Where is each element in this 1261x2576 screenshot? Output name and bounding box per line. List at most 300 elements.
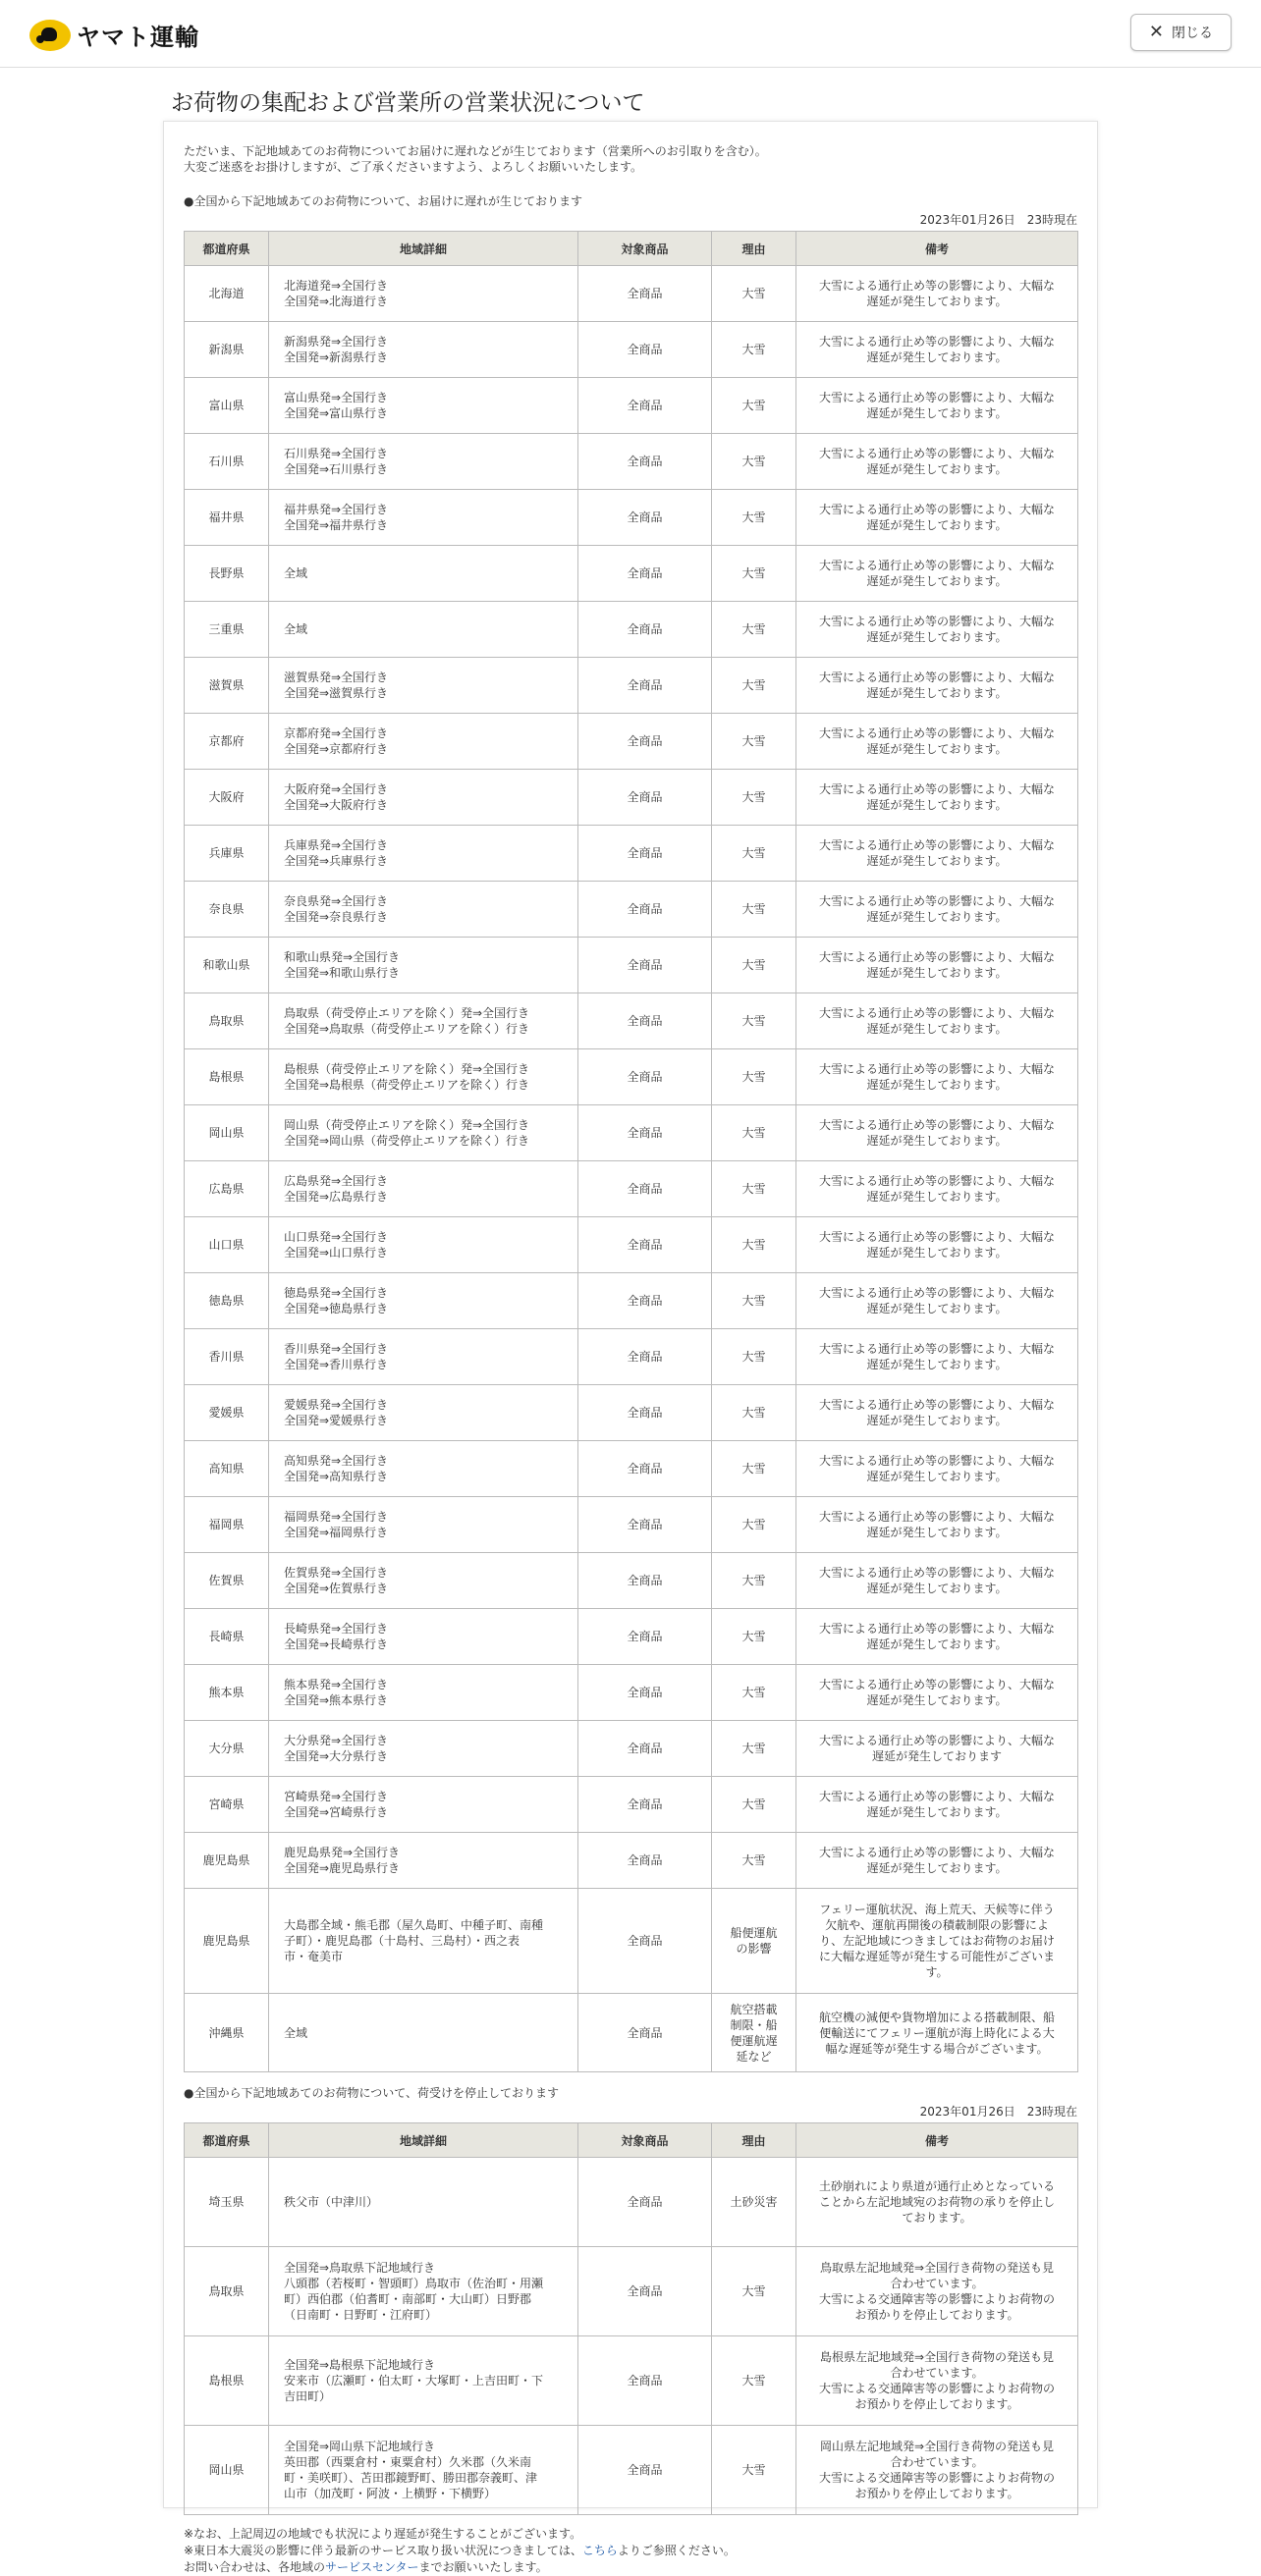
note-line: 大雪による通行止め等の影響により、大幅な xyxy=(818,950,1055,964)
note-line: 遅延が発生しております。 xyxy=(866,1358,1008,1371)
product-cell: 全商品 xyxy=(578,1553,712,1609)
note-line: 遅延が発生しております xyxy=(871,1749,1002,1763)
note-line: 大雪による通行止め等の影響により、大幅な xyxy=(818,782,1055,796)
region-detail-cell xyxy=(269,2247,578,2336)
product-cell: 全商品 xyxy=(578,1497,712,1553)
note-cell xyxy=(796,1441,1078,1497)
reason-line: 延など xyxy=(736,2049,772,2064)
note-cell xyxy=(796,1161,1078,1217)
detail-line: 全国発⇒福井県行き xyxy=(284,518,389,532)
intro-line: 大変ご迷惑をお掛けしますが、ご了承くださいますよう、よろしくお願いいたします。 xyxy=(184,160,643,174)
detail-line: 全国発⇒島根県下記地域行き xyxy=(284,2358,436,2372)
detail-line: 全国発⇒広島県行き xyxy=(284,1190,389,1204)
prefecture-cell: 香川県 xyxy=(185,1329,269,1385)
footer-text: ※東日本大震災の影響に伴う最新のサービス取り扱い状況につきましては、 xyxy=(184,2544,582,2557)
prefecture-cell: 奈良県 xyxy=(185,882,269,938)
note-line: 遅延が発生しております。 xyxy=(866,910,1008,924)
product-cell: 全商品 xyxy=(578,490,712,546)
detail-line: 子町）・鹿児島郡（十島村、三島村）・西之表 xyxy=(284,1934,521,1948)
note-line: 大雪による通行止め等の影響により、大幅な xyxy=(818,1790,1055,1803)
table-row xyxy=(185,1273,1078,1329)
note-line: 大雪による通行止め等の影響により、大幅な xyxy=(818,615,1055,628)
note-line: 遅延が発生しております。 xyxy=(866,1693,1008,1707)
reason-cell: 大雪 xyxy=(712,1049,796,1105)
reason-line: 便運航遅 xyxy=(730,2033,778,2048)
region-detail-cell xyxy=(269,770,578,826)
detail-line: 全国発⇒鳥取県（荷受停止エリアを除く）行き xyxy=(284,1022,530,1036)
detail-line: 全国発⇒宮崎県行き xyxy=(284,1805,389,1819)
note-cell xyxy=(796,1217,1078,1273)
region-detail-cell xyxy=(269,266,578,322)
detail-line: 山市（加茂町・阿波・上横野・下横野） xyxy=(284,2487,497,2500)
product-cell: 全商品 xyxy=(578,2336,712,2426)
note-line: 遅延が発生しております。 xyxy=(866,574,1008,588)
table-row xyxy=(185,714,1078,770)
detail-line: 全国発⇒京都府行き xyxy=(284,742,389,756)
black-cat-icon xyxy=(29,20,71,51)
note-line: 大雪による通行止め等の影響により、大幅な xyxy=(818,1734,1055,1747)
note-line: 大雪による通行止め等の影響により、大幅な xyxy=(818,1678,1055,1691)
prefecture-cell: 北海道 xyxy=(185,266,269,322)
detail-line: 兵庫県発⇒全国行き xyxy=(284,838,389,852)
note-cell xyxy=(796,546,1078,602)
note-line: に大幅な遅延等が発生する可能性がございま xyxy=(818,1950,1055,1963)
note-cell xyxy=(796,490,1078,546)
reason-cell: 大雪 xyxy=(712,378,796,434)
table-row xyxy=(185,770,1078,826)
note-line: 遅延が発生しております。 xyxy=(866,1078,1008,1092)
detail-line: 滋賀県発⇒全国行き xyxy=(284,671,389,684)
detail-line: 愛媛県発⇒全国行き xyxy=(284,1398,389,1412)
column-header: 都道府県 xyxy=(185,232,269,266)
table-row xyxy=(185,2158,1078,2247)
product-cell: 全商品 xyxy=(578,1441,712,1497)
product-cell: 全商品 xyxy=(578,1609,712,1665)
detail-line: 全国発⇒鹿児島県行き xyxy=(284,1861,401,1875)
service-center-link[interactable]: サービスセンター xyxy=(325,2560,419,2574)
product-cell: 全商品 xyxy=(578,1721,712,1777)
reason-cell: 大雪 xyxy=(712,2426,796,2515)
intro-text xyxy=(184,143,1077,175)
reason-cell: 大雪 xyxy=(712,1105,796,1161)
table-row xyxy=(185,2336,1078,2426)
detail-line: 全国発⇒佐賀県行き xyxy=(284,1582,389,1595)
note-line: 遅延が発生しております。 xyxy=(866,1414,1008,1427)
close-icon: ✕ xyxy=(1148,22,1164,42)
product-cell: 全商品 xyxy=(578,2158,712,2247)
region-detail-cell xyxy=(269,1161,578,1217)
product-cell: 全商品 xyxy=(578,1994,712,2072)
reason-cell: 大雪 xyxy=(712,1777,796,1833)
column-header: 理由 xyxy=(712,2123,796,2158)
reason-cell: 大雪 xyxy=(712,322,796,378)
reason-cell: 大雪 xyxy=(712,434,796,490)
prefecture-cell: 鹿児島県 xyxy=(185,1833,269,1889)
table-row xyxy=(185,658,1078,714)
prefecture-cell: 新潟県 xyxy=(185,322,269,378)
region-detail-cell xyxy=(269,1833,578,1889)
note-cell xyxy=(796,1497,1078,1553)
detail-line: 吉田町） xyxy=(284,2389,332,2403)
reason-cell: 大雪 xyxy=(712,1665,796,1721)
content-card xyxy=(163,121,1098,2574)
note-line: 遅延が発生しております。 xyxy=(866,295,1008,308)
detail-line: （日南町・日野町・江府町） xyxy=(284,2308,438,2322)
reason-cell: 大雪 xyxy=(712,770,796,826)
detail-line: 大阪府発⇒全国行き xyxy=(284,782,389,796)
footer-text: までお願いいたします。 xyxy=(418,2560,548,2574)
note-line: 遅延が発生しております。 xyxy=(866,1526,1008,1539)
product-cell: 全商品 xyxy=(578,1273,712,1329)
product-cell: 全商品 xyxy=(578,602,712,658)
table-row xyxy=(185,993,1078,1049)
note-line: 大雪による通行止め等の影響により、大幅な xyxy=(818,447,1055,460)
product-cell: 全商品 xyxy=(578,993,712,1049)
delay-table-body xyxy=(185,266,1078,2072)
note-cell xyxy=(796,2158,1078,2247)
product-cell: 全商品 xyxy=(578,546,712,602)
detail-line: 岡山県（荷受停止エリアを除く）発⇒全国行き xyxy=(284,1118,530,1132)
table-row xyxy=(185,1665,1078,1721)
note-line: 大雪による通行止め等の影響により、大幅な xyxy=(818,503,1055,516)
product-cell: 全商品 xyxy=(578,434,712,490)
product-cell: 全商品 xyxy=(578,714,712,770)
detail-line: 全国発⇒岡山県（荷受停止エリアを除く）行き xyxy=(284,1134,530,1148)
detail-line: 宮崎県発⇒全国行き xyxy=(284,1790,389,1803)
product-cell: 全商品 xyxy=(578,882,712,938)
detail-line: 山口県発⇒全国行き xyxy=(284,1230,389,1244)
note-cell xyxy=(796,1665,1078,1721)
prefecture-cell: 熊本県 xyxy=(185,1665,269,1721)
table-row xyxy=(185,266,1078,322)
note-line: ことから左記地域宛のお荷物の承りを停止し xyxy=(818,2195,1055,2209)
detail-line: 徳島県発⇒全国行き xyxy=(284,1286,389,1300)
table-row xyxy=(185,938,1078,993)
reason-line: 航空搭載 xyxy=(730,2002,778,2016)
table-header-row xyxy=(185,232,1078,266)
note-cell xyxy=(796,1105,1078,1161)
detail-line: 福井県発⇒全国行き xyxy=(284,503,389,516)
note-line: 遅延が発生しております。 xyxy=(866,742,1008,756)
note-cell xyxy=(796,1049,1078,1105)
reason-cell: 大雪 xyxy=(712,2247,796,2336)
note-line: 大雪による通行止め等の影響により、大幅な xyxy=(818,1846,1055,1859)
reason-cell xyxy=(712,1889,796,1994)
prefecture-cell: 長野県 xyxy=(185,546,269,602)
detail-line: 広島県発⇒全国行き xyxy=(284,1174,389,1188)
note-line: 大雪による通行止め等の影響により、大幅な xyxy=(818,335,1055,349)
region-detail-cell xyxy=(269,658,578,714)
note-line: 合わせています。 xyxy=(890,2277,984,2290)
content-inner xyxy=(184,143,1077,2576)
detail-line: 全国発⇒奈良県行き xyxy=(284,910,389,924)
table-row xyxy=(185,882,1078,938)
table-row xyxy=(185,1497,1078,1553)
region-detail-cell xyxy=(269,1721,578,1777)
region-detail-cell xyxy=(269,1217,578,1273)
note-line: 大雪による通行止め等の影響により、大幅な xyxy=(818,1566,1055,1580)
detail-line: 全国発⇒高知県行き xyxy=(284,1470,389,1483)
footer-line: ※なお、上記周辺の地域でも状況により遅延が発生することがございます。 xyxy=(184,2527,582,2541)
reason-cell: 大雪 xyxy=(712,993,796,1049)
note-line: 土砂崩れにより県道が通行止めとなっている xyxy=(818,2179,1055,2193)
reason-line: 制限・船 xyxy=(730,2017,778,2032)
reason-cell: 大雪 xyxy=(712,1329,796,1385)
note-line: 大雪による通行止め等の影響により、大幅な xyxy=(818,1230,1055,1244)
prefecture-cell: 富山県 xyxy=(185,378,269,434)
note-cell xyxy=(796,378,1078,434)
region-detail-cell xyxy=(269,1665,578,1721)
prefecture-cell: 島根県 xyxy=(185,1049,269,1105)
note-line: 大雪による通行止め等の影響により、大幅な xyxy=(818,1006,1055,1020)
note-line: 遅延が発生しております。 xyxy=(866,1861,1008,1875)
table-row xyxy=(185,1721,1078,1777)
detail-line: 大島郡全域・熊毛郡（屋久島町、中種子町、南種 xyxy=(284,1918,544,1932)
note-cell xyxy=(796,1553,1078,1609)
note-cell xyxy=(796,1329,1078,1385)
table-row xyxy=(185,322,1078,378)
detail-line: 佐賀県発⇒全国行き xyxy=(284,1566,389,1580)
prefecture-cell: 福岡県 xyxy=(185,1497,269,1553)
prefecture-cell: 石川県 xyxy=(185,434,269,490)
detail-line: 全国発⇒大阪府行き xyxy=(284,798,389,812)
product-cell: 全商品 xyxy=(578,322,712,378)
note-cell xyxy=(796,770,1078,826)
detail-line: 和歌山県発⇒全国行き xyxy=(284,950,401,964)
note-line: フェリー運航状況、海上荒天、天候等に伴う xyxy=(819,1903,1055,1916)
reason-cell: 大雪 xyxy=(712,1385,796,1441)
reason-cell xyxy=(712,1994,796,2072)
note-cell xyxy=(796,826,1078,882)
region-detail-cell xyxy=(269,2158,578,2247)
prefecture-cell: 佐賀県 xyxy=(185,1553,269,1609)
note-cell xyxy=(796,882,1078,938)
note-line: 合わせています。 xyxy=(890,2455,984,2469)
product-cell: 全商品 xyxy=(578,1777,712,1833)
note-cell xyxy=(796,1273,1078,1329)
product-cell: 全商品 xyxy=(578,266,712,322)
note-cell xyxy=(796,434,1078,490)
reference-link[interactable]: こちら xyxy=(581,2544,618,2557)
column-header: 都道府県 xyxy=(185,2123,269,2158)
note-line: 大雪による通行止め等の影響により、大幅な xyxy=(818,1622,1055,1636)
region-detail-cell xyxy=(269,1497,578,1553)
detail-line: 全国発⇒熊本県行き xyxy=(284,1693,389,1707)
note-line: 遅延が発生しております。 xyxy=(866,462,1008,476)
region-detail-cell xyxy=(269,1273,578,1329)
note-line: 遅延が発生しております。 xyxy=(866,966,1008,980)
product-cell: 全商品 xyxy=(578,658,712,714)
prefecture-cell: 鳥取県 xyxy=(185,2247,269,2336)
detail-line: 全国発⇒兵庫県行き xyxy=(284,854,389,868)
note-line: 大雪による通行止め等の影響により、大幅な xyxy=(818,838,1055,852)
note-cell xyxy=(796,1833,1078,1889)
product-cell: 全商品 xyxy=(578,1049,712,1105)
detail-line: 北海道発⇒全国行き xyxy=(284,279,389,293)
note-cell xyxy=(796,1385,1078,1441)
note-line: 島根県左記地域発⇒全国行き荷物の発送も見 xyxy=(819,2350,1055,2364)
detail-line: 全国発⇒北海道行き xyxy=(284,295,389,308)
prefecture-cell: 大阪府 xyxy=(185,770,269,826)
section1-date: 2023年01月26日 23時現在 xyxy=(919,213,1077,227)
reason-cell: 土砂災害 xyxy=(712,2158,796,2247)
region-detail-cell xyxy=(269,1329,578,1385)
note-line: 遅延が発生しております。 xyxy=(866,1246,1008,1260)
table-row xyxy=(185,602,1078,658)
detail-line: 八頭郡（若桜町・智頭町）鳥取市（佐治町・用瀬 xyxy=(284,2277,544,2290)
stop-table xyxy=(184,2122,1078,2515)
product-cell: 全商品 xyxy=(578,378,712,434)
prefecture-cell: 兵庫県 xyxy=(185,826,269,882)
note-line: 大雪による通行止め等の影響により、大幅な xyxy=(818,726,1055,740)
note-line: ております。 xyxy=(902,2211,972,2225)
reason-cell: 大雪 xyxy=(712,1217,796,1273)
detail-line: 全国発⇒愛媛県行き xyxy=(284,1414,389,1427)
detail-line: 全域 xyxy=(284,566,308,580)
reason-cell: 大雪 xyxy=(712,1273,796,1329)
region-detail-cell xyxy=(269,2336,578,2426)
footer-text: お問い合わせは、各地域の xyxy=(184,2560,326,2574)
table-row xyxy=(185,826,1078,882)
detail-line: 全国発⇒石川県行き xyxy=(284,462,389,476)
region-detail-cell xyxy=(269,1049,578,1105)
column-header: 備考 xyxy=(796,2123,1078,2158)
column-header: 対象商品 xyxy=(578,2123,712,2158)
intro-line: ただいま、下記地域あてのお荷物についてお届けに遅れなどが生じております（営業所へのお引取りを含む）。 xyxy=(184,144,767,158)
note-line: 大雪による通行止め等の影響により、大幅な xyxy=(818,391,1055,404)
detail-line: 全国発⇒岡山県下記地域行き xyxy=(284,2440,436,2453)
prefecture-cell: 宮崎県 xyxy=(185,1777,269,1833)
region-detail-cell xyxy=(269,938,578,993)
table-row xyxy=(185,1161,1078,1217)
product-cell: 全商品 xyxy=(578,1889,712,1994)
reason-cell: 大雪 xyxy=(712,1497,796,1553)
prefecture-cell: 和歌山県 xyxy=(185,938,269,993)
footer-notes xyxy=(184,2526,1077,2576)
note-line: 大雪による交通障害等の影響によりお荷物の xyxy=(818,2471,1055,2485)
note-cell xyxy=(796,2247,1078,2336)
prefecture-cell: 大分県 xyxy=(185,1721,269,1777)
table-row xyxy=(185,1777,1078,1833)
region-detail-cell xyxy=(269,1553,578,1609)
product-cell: 全商品 xyxy=(578,1833,712,1889)
note-line: す。 xyxy=(925,1965,949,1979)
reason-cell: 大雪 xyxy=(712,1441,796,1497)
note-line: 航空機の減便や貨物増加による搭載制限、船 xyxy=(818,2010,1055,2024)
table-row xyxy=(185,1994,1078,2072)
note-line: 遅延が発生しております。 xyxy=(866,406,1008,420)
note-line: 遅延が発生しております。 xyxy=(866,1302,1008,1315)
detail-line: 全域 xyxy=(284,622,308,636)
prefecture-cell: 広島県 xyxy=(185,1161,269,1217)
note-line: 大雪による通行止め等の影響により、大幅な xyxy=(818,1174,1055,1188)
detail-line: 町）西伯郡（伯耆町・南部町・大山町）日野郡 xyxy=(284,2292,532,2306)
reason-cell: 大雪 xyxy=(712,1553,796,1609)
note-line: 遅延が発生しております。 xyxy=(866,686,1008,700)
table-row xyxy=(185,2247,1078,2336)
note-line: お預かりを停止しております。 xyxy=(854,2308,1019,2322)
yamato-logo[interactable] xyxy=(29,18,199,52)
region-detail-cell xyxy=(269,1385,578,1441)
note-cell xyxy=(796,1721,1078,1777)
table-row xyxy=(185,1833,1078,1889)
table-header-row xyxy=(185,2123,1078,2158)
detail-line: 長崎県発⇒全国行き xyxy=(284,1622,389,1636)
region-detail-cell xyxy=(269,882,578,938)
note-line: 大雪による通行止め等の影響により、大幅な xyxy=(818,1118,1055,1132)
prefecture-cell: 高知県 xyxy=(185,1441,269,1497)
note-line: 大雪による通行止め等の影響により、大幅な xyxy=(818,1062,1055,1076)
prefecture-cell: 愛媛県 xyxy=(185,1385,269,1441)
detail-line: 熊本県発⇒全国行き xyxy=(284,1678,389,1691)
note-cell xyxy=(796,1609,1078,1665)
table-row xyxy=(185,1217,1078,1273)
table-row xyxy=(185,546,1078,602)
product-cell: 全商品 xyxy=(578,1385,712,1441)
prefecture-cell: 京都府 xyxy=(185,714,269,770)
region-detail-cell xyxy=(269,714,578,770)
note-line: 遅延が発生しております。 xyxy=(866,1582,1008,1595)
reason-cell: 大雪 xyxy=(712,1161,796,1217)
table-row xyxy=(185,2426,1078,2515)
prefecture-cell: 長崎県 xyxy=(185,1609,269,1665)
note-cell xyxy=(796,602,1078,658)
detail-line: 富山県発⇒全国行き xyxy=(284,391,389,404)
reason-cell: 大雪 xyxy=(712,882,796,938)
detail-line: 奈良県発⇒全国行き xyxy=(284,894,389,908)
note-cell xyxy=(796,658,1078,714)
note-line: 遅延が発生しております。 xyxy=(866,1637,1008,1651)
detail-line: 安来市（広瀬町・伯太町・大塚町・上吉田町・下 xyxy=(284,2374,544,2388)
note-line: 遅延が発生しております。 xyxy=(866,1805,1008,1819)
note-line: 遅延が発生しております。 xyxy=(866,630,1008,644)
product-cell: 全商品 xyxy=(578,1217,712,1273)
detail-line: 全国発⇒長崎県行き xyxy=(284,1637,389,1651)
prefecture-cell: 岡山県 xyxy=(185,2426,269,2515)
reason-cell: 大雪 xyxy=(712,938,796,993)
prefecture-cell: 徳島県 xyxy=(185,1273,269,1329)
note-line: 大雪による交通障害等の影響によりお荷物の xyxy=(818,2382,1055,2395)
note-cell xyxy=(796,1994,1078,2072)
table-row xyxy=(185,1441,1078,1497)
note-line: 大雪による通行止め等の影響により、大幅な xyxy=(818,671,1055,684)
note-line: 大雪による通行止め等の影響により、大幅な xyxy=(818,1454,1055,1468)
note-line: お預かりを停止しております。 xyxy=(854,2397,1019,2411)
detail-line: 秩父市（中津川） xyxy=(284,2195,379,2209)
product-cell: 全商品 xyxy=(578,1329,712,1385)
detail-line: 全国発⇒富山県行き xyxy=(284,406,389,420)
region-detail-cell: 全域 xyxy=(269,1994,578,2072)
note-line: 大雪による交通障害等の影響によりお荷物の xyxy=(818,2292,1055,2306)
region-detail-cell xyxy=(269,1609,578,1665)
detail-line: 全国発⇒福岡県行き xyxy=(284,1526,389,1539)
close-button[interactable] xyxy=(1130,14,1232,51)
footer-text: よりご参照ください。 xyxy=(617,2544,736,2557)
note-line: 便輸送にてフェリー運航が海上時化による大 xyxy=(819,2025,1055,2040)
note-line: 鳥取県左記地域発⇒全国行き荷物の発送も見 xyxy=(819,2261,1055,2275)
note-line: 合わせています。 xyxy=(890,2366,984,2380)
detail-line: 石川県発⇒全国行き xyxy=(284,447,389,460)
product-cell: 全商品 xyxy=(578,826,712,882)
detail-line: 大分県発⇒全国行き xyxy=(284,1734,389,1747)
stop-table-body xyxy=(185,2158,1078,2515)
prefecture-cell: 鹿児島県 xyxy=(185,1889,269,1994)
detail-line: 全国発⇒和歌山県行き xyxy=(284,966,401,980)
note-line: 大雪による通行止め等の影響により、大幅な xyxy=(818,1286,1055,1300)
table-row xyxy=(185,1609,1078,1665)
delay-table xyxy=(184,231,1078,2072)
region-detail-cell xyxy=(269,602,578,658)
